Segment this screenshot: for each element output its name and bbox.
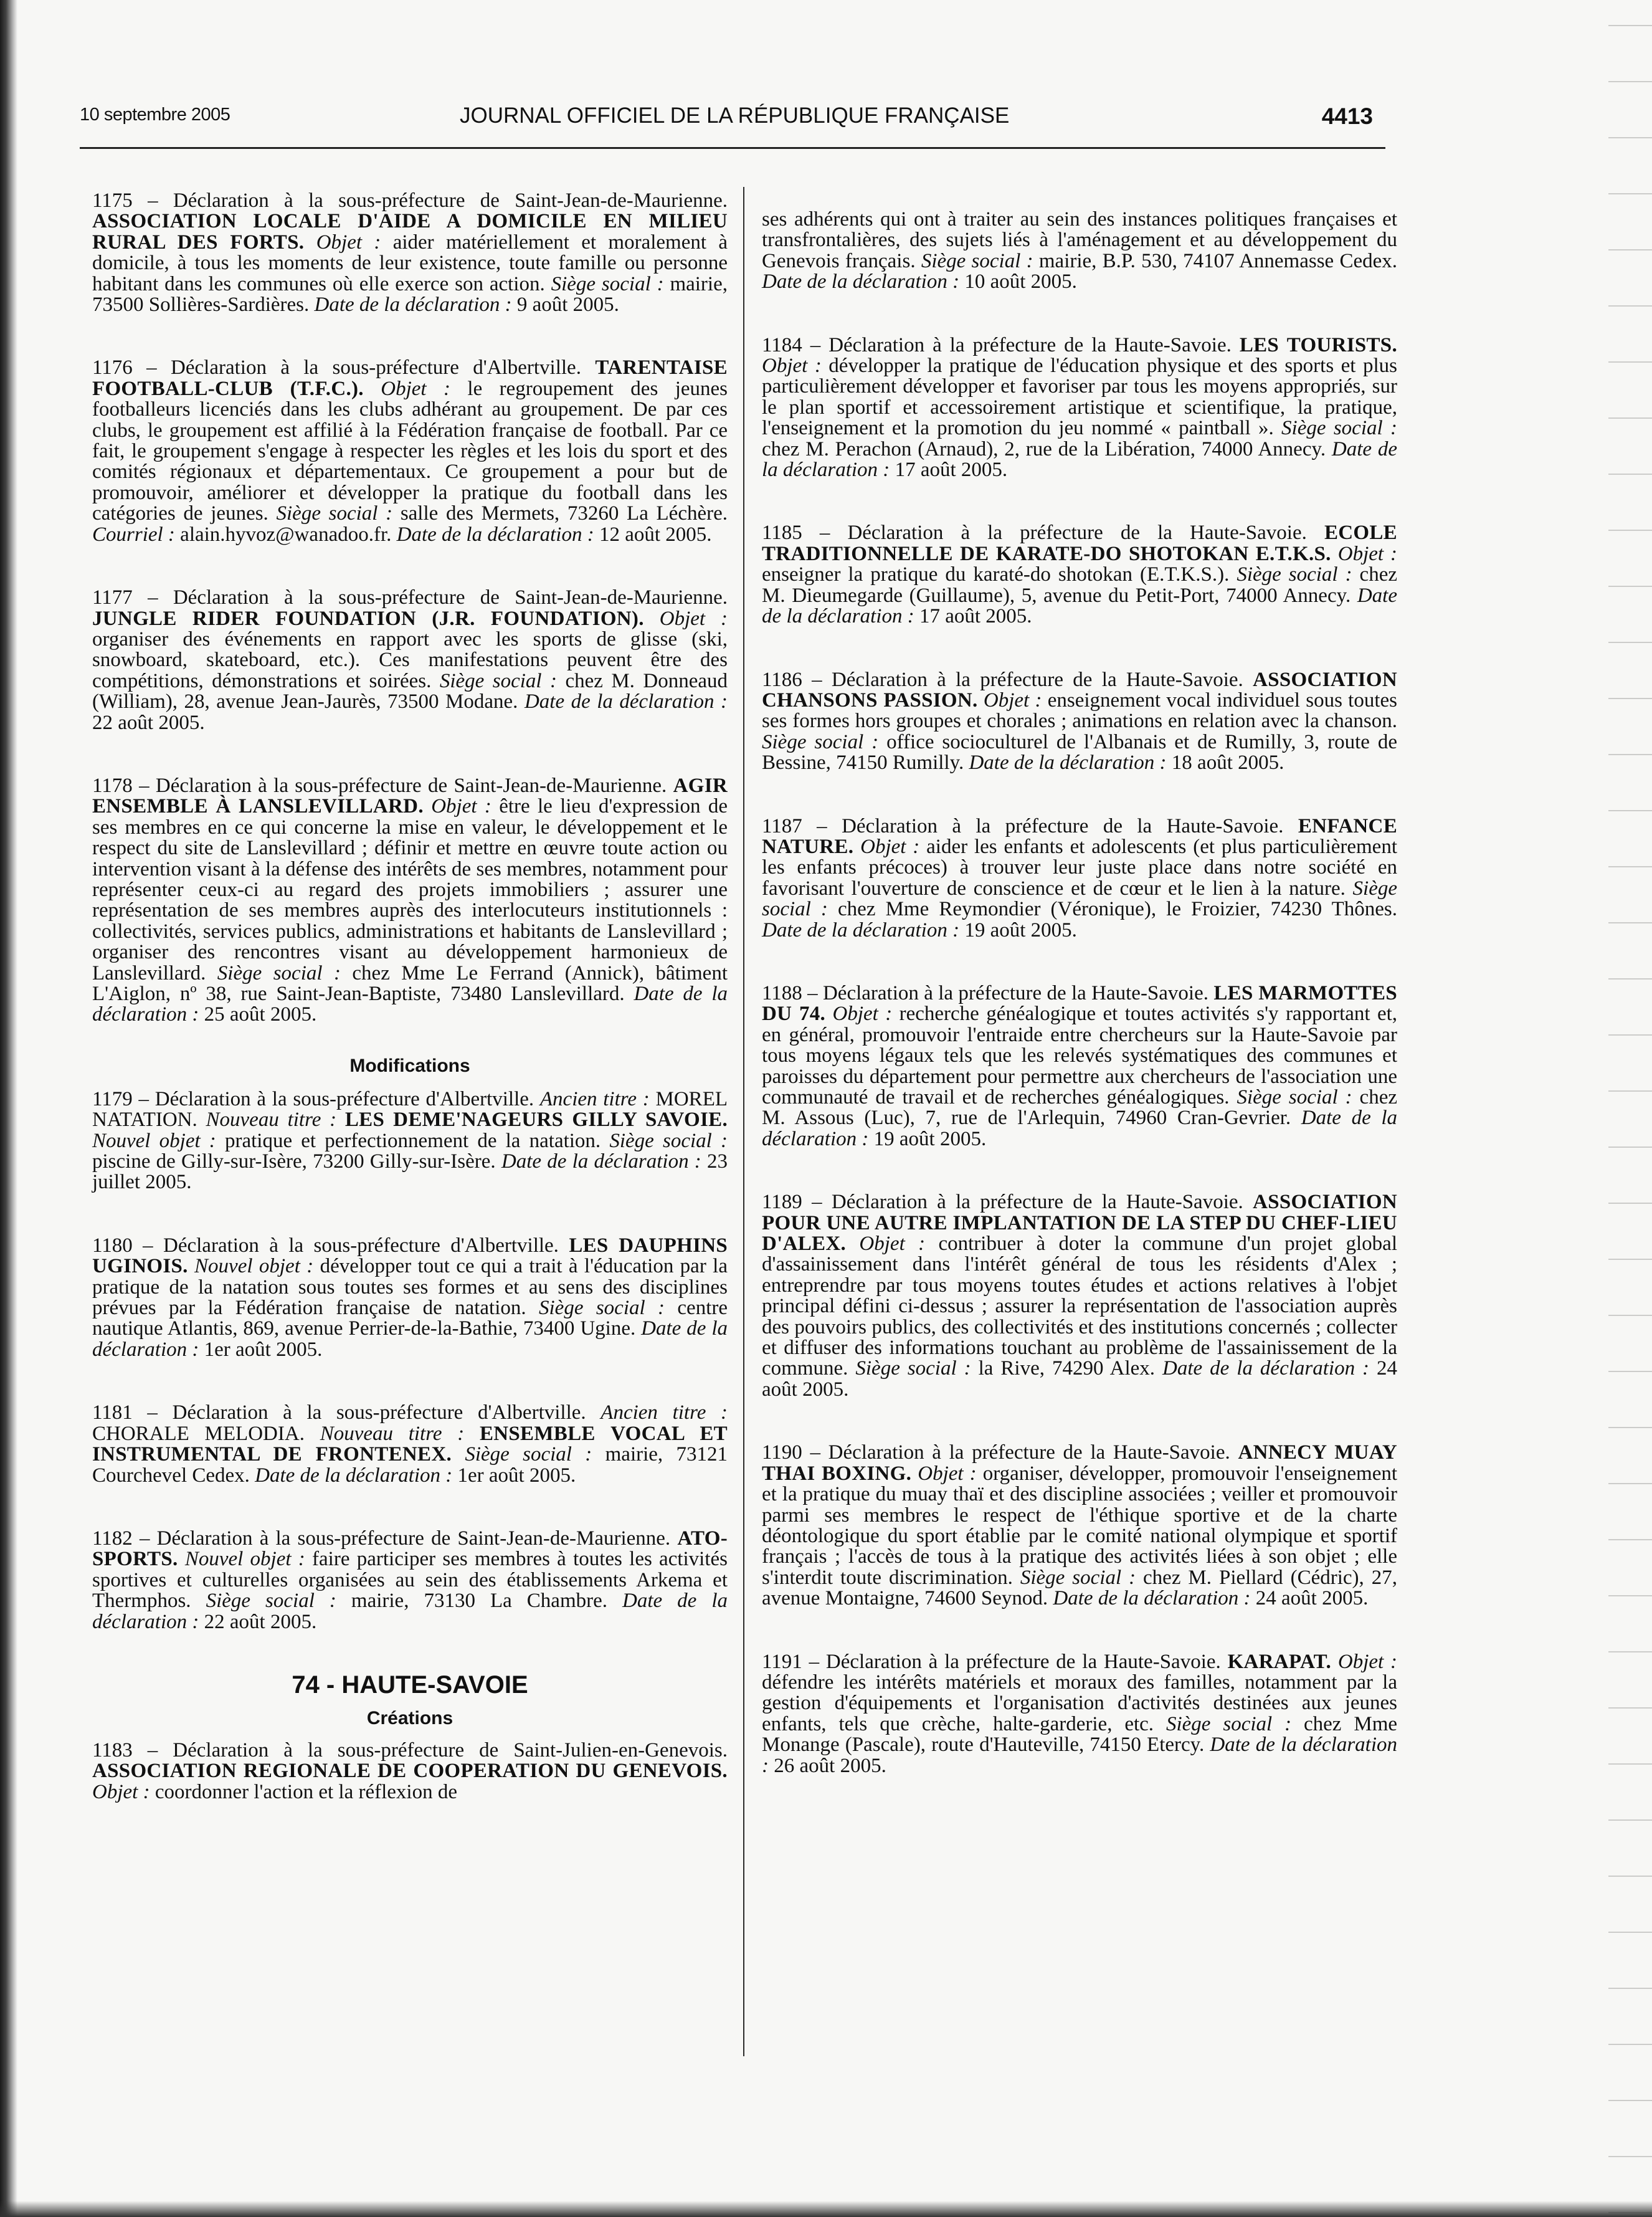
notice-1179: [92, 1089, 728, 1193]
notice-siege: mairie, B.P. 530, 74107 Annemasse Cedex.: [1033, 249, 1397, 272]
notice-siege: chez Mme Reymondier (Véronique), le Froizier, 74230 Thônes.: [827, 898, 1397, 921]
notice-intro: 1182 – Déclaration à la sous-préfecture de Saint-Jean-de-Maurienne.: [92, 1527, 678, 1550]
notice-siege: office socioculturel de l'Albanais et de Rumilly, 3, route de Bessine, 74150 Rumilly.: [762, 730, 1398, 775]
header-page-number: 4413: [1321, 103, 1373, 129]
label-date: Date de la déclaration :: [762, 270, 960, 293]
label-date: Date de la déclaration :: [762, 918, 960, 942]
notice-intro: 1185 – Déclaration à la préfecture de la Haute-Savoie.: [762, 522, 1324, 545]
label-objet: Objet :: [860, 835, 920, 858]
notice-objet: être le lieu d'expression de ses membres en ce qui concerne la mise en valeur, le développement et le respect du site de Lanslevillard ; définir et mettre en œuvre toute action ou intervention visant à la défense des intérêts de ses membres, notamment pour représenter ceux-ci au regard des projets immobiliers ; assurer une représentation de ses membres auprès des interlocuteurs institutionnels : collectivités, services publics, administrations et habitants de Lanslevillard ; organiser des rencontres visant au développement harmonieux de Lanslevillard.: [92, 795, 728, 985]
association-name: JUNGLE RIDER FOUNDATION (J.R. FOUNDATION).: [92, 607, 644, 630]
association-name: TARENTAISE FOOTBALL-CLUB (T.F.C.).: [92, 356, 728, 400]
header-date: 10 septembre 2005: [80, 105, 230, 125]
notice-siege: salle des Mermets, 73260 La Léchère.: [392, 502, 728, 525]
label-siege: Siège social :: [1165, 1712, 1292, 1735]
label-ancien-titre: Ancien titre :: [601, 1401, 728, 1424]
notice-1182: [92, 1528, 728, 1633]
label-date: Date de la déclaration :: [396, 523, 594, 546]
notice-date: 17 août 2005.: [914, 605, 1032, 628]
association-name: ASSOCIATION POUR UNE AUTRE IMPLANTATION DE LA STEP DU CHEF-LIEU D'ALEX.: [762, 1191, 1397, 1256]
notice-date: 1er août 2005.: [199, 1338, 323, 1361]
notice-siege: chez M. Assous (Luc), 7, rue de l'Arlequin, 74960 Cran-Gevrier.: [762, 1086, 1398, 1130]
heading-creations: Créations: [366, 1707, 453, 1728]
notice-ancien-titre: CHORALE MELODIA.: [92, 1422, 320, 1445]
notice-date: 19 août 2005.: [959, 918, 1077, 942]
notice-1175: [92, 191, 728, 315]
label-date: Date de la déclaration :: [314, 293, 512, 317]
label-objet: Objet :: [1337, 542, 1398, 565]
notice-1176: [92, 358, 728, 545]
notice-date: 23 juillet 2005.: [92, 1150, 728, 1194]
notice-objet: pratique et perfectionnement de la natation.: [216, 1129, 610, 1152]
notice-objet: le regroupement des jeunes footballeurs licenciés dans les clubs adhérant au groupement. De par ces clubs, le groupement est affilié à la Fédération française de football. Par ce fait, le groupement s'engage à respecter les règles et les lois du sport et des comités régionaux et départementaux. Ce groupement a pour but de promouvoir, améliorer et développer la pratique du football dans les catégories de jeunes.: [92, 377, 728, 525]
label-courriel: Courriel :: [92, 523, 175, 546]
label-siege: Siège social :: [465, 1443, 592, 1466]
notice-siege: chez M. Piellard (Cédric), 27, avenue Montaigne, 74600 Seynod.: [762, 1566, 1397, 1610]
notice-date: 18 août 2005.: [1166, 751, 1284, 775]
notice-objet: aider matériellement et moralement à domicile, à tous les moments de leur existence, toute famille ou personne habitant dans les communes où elle exerce son action.: [92, 231, 728, 295]
association-name: ASSOCIATION LOCALE D'AIDE A DOMICILE EN MILIEU RURAL DES FORTS.: [92, 210, 728, 254]
notice-objet: faire participer ses membres à toutes les activités sportives et culturelles organisées au sein des établissements Arkema et Thermphos.: [92, 1548, 728, 1613]
label-date: Date de la déclaration :: [255, 1464, 453, 1487]
notice-objet: défendre les intérêts matériels et moraux des familles, notamment par la gestion d'équipements et l'organisation d'activités destinées aux jeunes enfants, tels que crèche, halte-garderie, etc.: [762, 1671, 1397, 1735]
notice-intro: 1181 – Déclaration à la sous-préfecture d'Albertville.: [92, 1401, 601, 1424]
notice-siege: mairie, 73500 Sollières-Sardières.: [92, 272, 728, 317]
notice-siege: centre nautique Atlantis, 869, avenue Perrier-de-la-Bathie, 73400 Ugine.: [92, 1297, 728, 1340]
notice-intro: 1177 – Déclaration à la sous-préfecture de Saint-Jean-de-Maurienne.: [92, 586, 728, 609]
notice-siege: chez M. Dieumegarde (Guillaume), 5, avenue du Petit-Port, 74000 Annecy.: [762, 563, 1397, 607]
label-siege: Siège social :: [855, 1357, 971, 1380]
notice-date: 26 août 2005.: [769, 1754, 886, 1777]
notice-objet: organiser, développer, promouvoir l'enseignement et la pratique du muay thaï et des discipline associées ; veiller et promouvoir parmi ses membres le respect de l'éthique sportive et de la charte déontologique du sport établie par le comité national olympique et sportif français ; l'accès de tous à la pratique des activités liées à son objet ; elle s'interdit toute discrimination.: [762, 1462, 1398, 1589]
label-ancien-titre: Ancien titre :: [539, 1087, 650, 1110]
notice-date: 22 août 2005.: [199, 1610, 317, 1633]
association-name: ENSEMBLE VOCAL ET INSTRUMENTAL DE FRONTENEX.: [92, 1422, 728, 1466]
label-siege: Siège social :: [762, 877, 1397, 921]
label-siege: Siège social :: [217, 961, 341, 985]
heading-department: 74 - HAUTE-SAVOIE: [292, 1671, 528, 1699]
label-objet: Objet :: [381, 377, 450, 400]
label-siege: Siège social :: [276, 502, 393, 525]
association-name: LES TOURISTS.: [1239, 333, 1398, 356]
notice-objet: coordonner l'action et la réflexion de: [150, 1780, 457, 1803]
label-date: Date de la déclaration :: [1053, 1587, 1251, 1610]
label-objet: Objet :: [316, 231, 381, 254]
right-column: [762, 191, 1397, 1776]
label-objet: Objet :: [92, 1780, 150, 1803]
notice-1178: [92, 776, 728, 1026]
association-name: AGIR ENSEMBLE À LANSLEVILLARD.: [92, 774, 728, 818]
notice-1188: [762, 983, 1397, 1150]
notice-1184: [762, 335, 1397, 481]
page-header: [80, 100, 1385, 135]
left-column: [92, 191, 728, 1803]
label-siege: Siège social :: [439, 669, 558, 692]
notice-intro: 1176 – Déclaration à la sous-préfecture d'Albertville.: [92, 356, 596, 379]
association-name: ASSOCIATION CHANSONS PASSION.: [762, 668, 1397, 712]
notice-objet: ses adhérents qui ont à traiter au sein des instances politiques françaises et transfrontalières, des sujets liés à l'aménagement et au développement du Genevois français.: [762, 208, 1397, 272]
scan-edge-bottom: [0, 2201, 1652, 2217]
label-date: Date de la déclaration :: [92, 1590, 728, 1633]
scan-edge-left: [0, 0, 17, 2217]
label-siege: Siège social :: [1020, 1566, 1136, 1589]
notice-intro: 1179 – Déclaration à la sous-préfecture d'Albertville.: [92, 1087, 540, 1110]
label-date: Date de la déclaration :: [501, 1150, 701, 1173]
notice-siege: piscine de Gilly-sur-Isère, 73200 Gilly-sur-Isère.: [92, 1150, 501, 1173]
notice-1181: [92, 1403, 728, 1486]
label-siege: Siège social :: [762, 730, 879, 753]
notice-intro: 1187 – Déclaration à la préfecture de la Haute-Savoie.: [762, 814, 1298, 837]
association-name: LES MARMOTTES DU 74.: [762, 981, 1397, 1026]
notice-intro: 1178 – Déclaration à la sous-préfecture de Saint-Jean-de-Maurienne.: [92, 774, 673, 797]
association-name: KARAPAT.: [1227, 1650, 1332, 1673]
label-date: Date de la déclaration :: [1162, 1357, 1370, 1380]
label-date: Date de la déclaration :: [762, 437, 1397, 482]
association-name: ANNECY MUAY THAI BOXING.: [762, 1441, 1398, 1485]
label-objet: Objet :: [918, 1462, 977, 1485]
label-objet: Objet :: [431, 795, 491, 818]
notice-date: 17 août 2005.: [890, 459, 1008, 482]
notice-siege: mairie, 73130 La Chambre.: [336, 1590, 623, 1613]
notice-intro: 1191 – Déclaration à la préfecture de la Haute-Savoie.: [762, 1650, 1228, 1673]
notice-1191: [762, 1652, 1397, 1776]
label-siege: Siège social :: [921, 249, 1033, 272]
notice-1186: [762, 670, 1397, 774]
notice-ancien-titre: MOREL NATATION.: [92, 1087, 728, 1132]
notice-siege: mairie, 73121 Courchevel Cedex.: [92, 1443, 728, 1487]
label-nouveau-titre: Nouveau titre :: [206, 1108, 337, 1132]
notice-objet: développer la pratique de l'éducation physique et des sports et plus particulièrement développer et favoriser par tous les moyens appropriés, sur le plan sportif et accessoirement artistique et scientifique, la pratique, l'enseignement et la promotion du jeu nommé « paintball ».: [762, 355, 1397, 440]
notice-siege: chez Mme Le Ferrand (Annick), bâtiment L'Aiglon, nº 38, rue Saint-Jean-Baptiste, 73480 Lanslevillard.: [92, 961, 728, 1005]
notice-siege: chez M. Donneaud (William), 28, avenue Jean-Jaurès, 73500 Modane.: [92, 669, 728, 713]
notice-date: 24 août 2005.: [762, 1357, 1398, 1401]
notice-intro: 1186 – Déclaration à la préfecture de la Haute-Savoie.: [762, 668, 1253, 691]
notice-date: 24 août 2005.: [1250, 1587, 1369, 1610]
label-nouvel-objet: Nouvel objet :: [194, 1255, 314, 1278]
label-objet: Objet :: [659, 607, 728, 630]
notice-1187: [762, 816, 1397, 941]
association-name: ASSOCIATION REGIONALE DE COOPERATION DU GENEVOIS.: [92, 1760, 728, 1783]
notice-intro: 1180 – Déclaration à la sous-préfecture d'Albertville.: [92, 1234, 569, 1257]
label-siege: Siège social :: [539, 1297, 665, 1320]
notice-1180: [92, 1236, 728, 1360]
label-objet: Objet :: [762, 355, 822, 378]
label-objet: Objet :: [859, 1232, 926, 1256]
notice-intro: 1189 – Déclaration à la préfecture de la Haute-Savoie.: [762, 1191, 1253, 1214]
label-siege: Siège social :: [206, 1590, 336, 1613]
notice-courriel: alain.hyvoz@wanadoo.fr.: [174, 523, 397, 546]
association-name: ENFANCE NATURE.: [762, 814, 1397, 858]
label-date: Date de la déclaration :: [92, 983, 728, 1026]
notice-siege: chez M. Perachon (Arnaud), 2, rue de la Libération, 74000 Annecy.: [762, 437, 1332, 460]
label-date: Date de la déclaration :: [969, 751, 1167, 775]
label-siege: Siège social :: [551, 272, 664, 295]
label-date: Date de la déclaration :: [524, 690, 728, 713]
notice-date: 19 août 2005.: [868, 1127, 987, 1150]
association-name: LES DEME'NAGEURS GILLY SAVOIE.: [344, 1108, 728, 1132]
label-siege: Siège social :: [609, 1129, 728, 1152]
notice-objet: aider les enfants et adolescents (et plus particulièrement les enfants précoces) à trouver leur juste place dans notre société en favorisant l'ouverture de conscience et de cœur et le lien à la nature.: [762, 835, 1397, 900]
notice-intro: 1175 – Déclaration à la sous-préfecture de Saint-Jean-de-Maurienne.: [92, 189, 728, 212]
heading-modifications: Modifications: [349, 1055, 470, 1076]
label-objet: Objet :: [832, 1003, 893, 1026]
notice-intro: 1184 – Déclaration à la préfecture de la Haute-Savoie.: [762, 333, 1240, 356]
column-divider: [743, 187, 744, 2056]
notice-intro: 1190 – Déclaration à la préfecture de la Haute-Savoie.: [762, 1441, 1238, 1464]
association-name: LES DAUPHINS UGINOIS.: [92, 1234, 728, 1278]
notice-objet: contribuer à doter la commune d'un projet global d'assainissement dans l'intérêt général de tous les résidents d'Alex ; entreprendre par tous moyens toutes études et actions relatives à l'objet principal défini ci-dessus ; assurer la représentation de l'association auprès des pouvoirs publics, des collectivités et des institutions concernés ; collecter et diffuser des informations touchant au problème de l'assainissement de la commune.: [762, 1232, 1397, 1380]
notice-siege: chez Mme Monange (Pascale), route d'Hauteville, 74150 Etercy.: [762, 1712, 1398, 1757]
association-name: ATO-SPORTS.: [92, 1527, 728, 1571]
label-siege: Siège social :: [1281, 417, 1397, 440]
notice-objet: organiser des événements en rapport avec les sports de glisse (ski, snowboard, skateboard, etc.). Ces manifestations peuvent être des compétitions, démonstrations et soirées.: [92, 627, 728, 692]
scan-edge-right: [1608, 0, 1652, 2217]
label-objet: Objet :: [983, 689, 1042, 712]
label-nouvel-objet: Nouvel objet :: [92, 1129, 216, 1152]
notice-1185: [762, 523, 1397, 627]
label-date: Date de la déclaration :: [762, 1733, 1397, 1777]
header-rule: [80, 147, 1385, 149]
notice-1177: [92, 588, 728, 733]
notice-siege: la Rive, 74290 Alex.: [971, 1357, 1163, 1380]
notice-1189: [762, 1192, 1397, 1400]
notice-intro: 1188 – Déclaration à la préfecture de la Haute-Savoie.: [762, 981, 1214, 1004]
association-name: ECOLE TRADITIONNELLE DE KARATE-DO SHOTOKAN E.T.K.S.: [762, 522, 1397, 565]
notice-date: 1er août 2005.: [452, 1464, 576, 1487]
header-journal-title: JOURNAL OFFICIEL DE LA RÉPUBLIQUE FRANÇAISE: [460, 103, 1010, 128]
notice-1183: [92, 1740, 728, 1803]
label-nouveau-titre: Nouveau titre :: [320, 1422, 465, 1445]
notice-objet: enseignement vocal individuel sous toutes ses formes hors groupes et chorales ; animations en relation avec la chanson.: [762, 689, 1398, 733]
notice-1190: [762, 1442, 1397, 1609]
label-date: Date de la déclaration :: [762, 584, 1397, 628]
notice-objet: enseigner la pratique du karaté-do shotokan (E.T.K.S.).: [762, 563, 1237, 586]
notice-date: 22 août 2005.: [92, 711, 205, 734]
notice-objet: développer tout ce qui a trait à l'éducation par la pratique de la natation sous toutes ses formes et au sens des disciplines prévues par la Fédération française de natation.: [92, 1255, 728, 1320]
notice-objet: recherche généalogique et toutes activités s'y rapportant et, en général, promouvoir l'entraide entre chercheurs sur la Haute-Savoie par tous moyens légaux tels que les relevés systématiques des communes et paroisses du département pour permettre aux chercheurs de l'association une communauté de travail et de recherches généalogiques.: [762, 1003, 1398, 1108]
label-date: Date de la déclaration :: [92, 1317, 728, 1361]
notice-date: 10 août 2005.: [959, 270, 1077, 293]
label-siege: Siège social :: [1237, 563, 1352, 586]
label-date: Date de la déclaration :: [762, 1107, 1398, 1150]
notice-intro: 1183 – Déclaration à la sous-préfecture de Saint-Julien-en-Genevois.: [92, 1738, 728, 1762]
label-nouvel-objet: Nouvel objet :: [184, 1548, 305, 1571]
label-objet: Objet :: [1337, 1650, 1398, 1673]
notice-date: 25 août 2005.: [199, 1003, 317, 1026]
label-siege: Siège social :: [1237, 1086, 1352, 1108]
notice-date: 9 août 2005.: [511, 293, 619, 317]
notice-1183-continued: [762, 209, 1397, 293]
notice-date: 12 août 2005.: [594, 523, 712, 546]
